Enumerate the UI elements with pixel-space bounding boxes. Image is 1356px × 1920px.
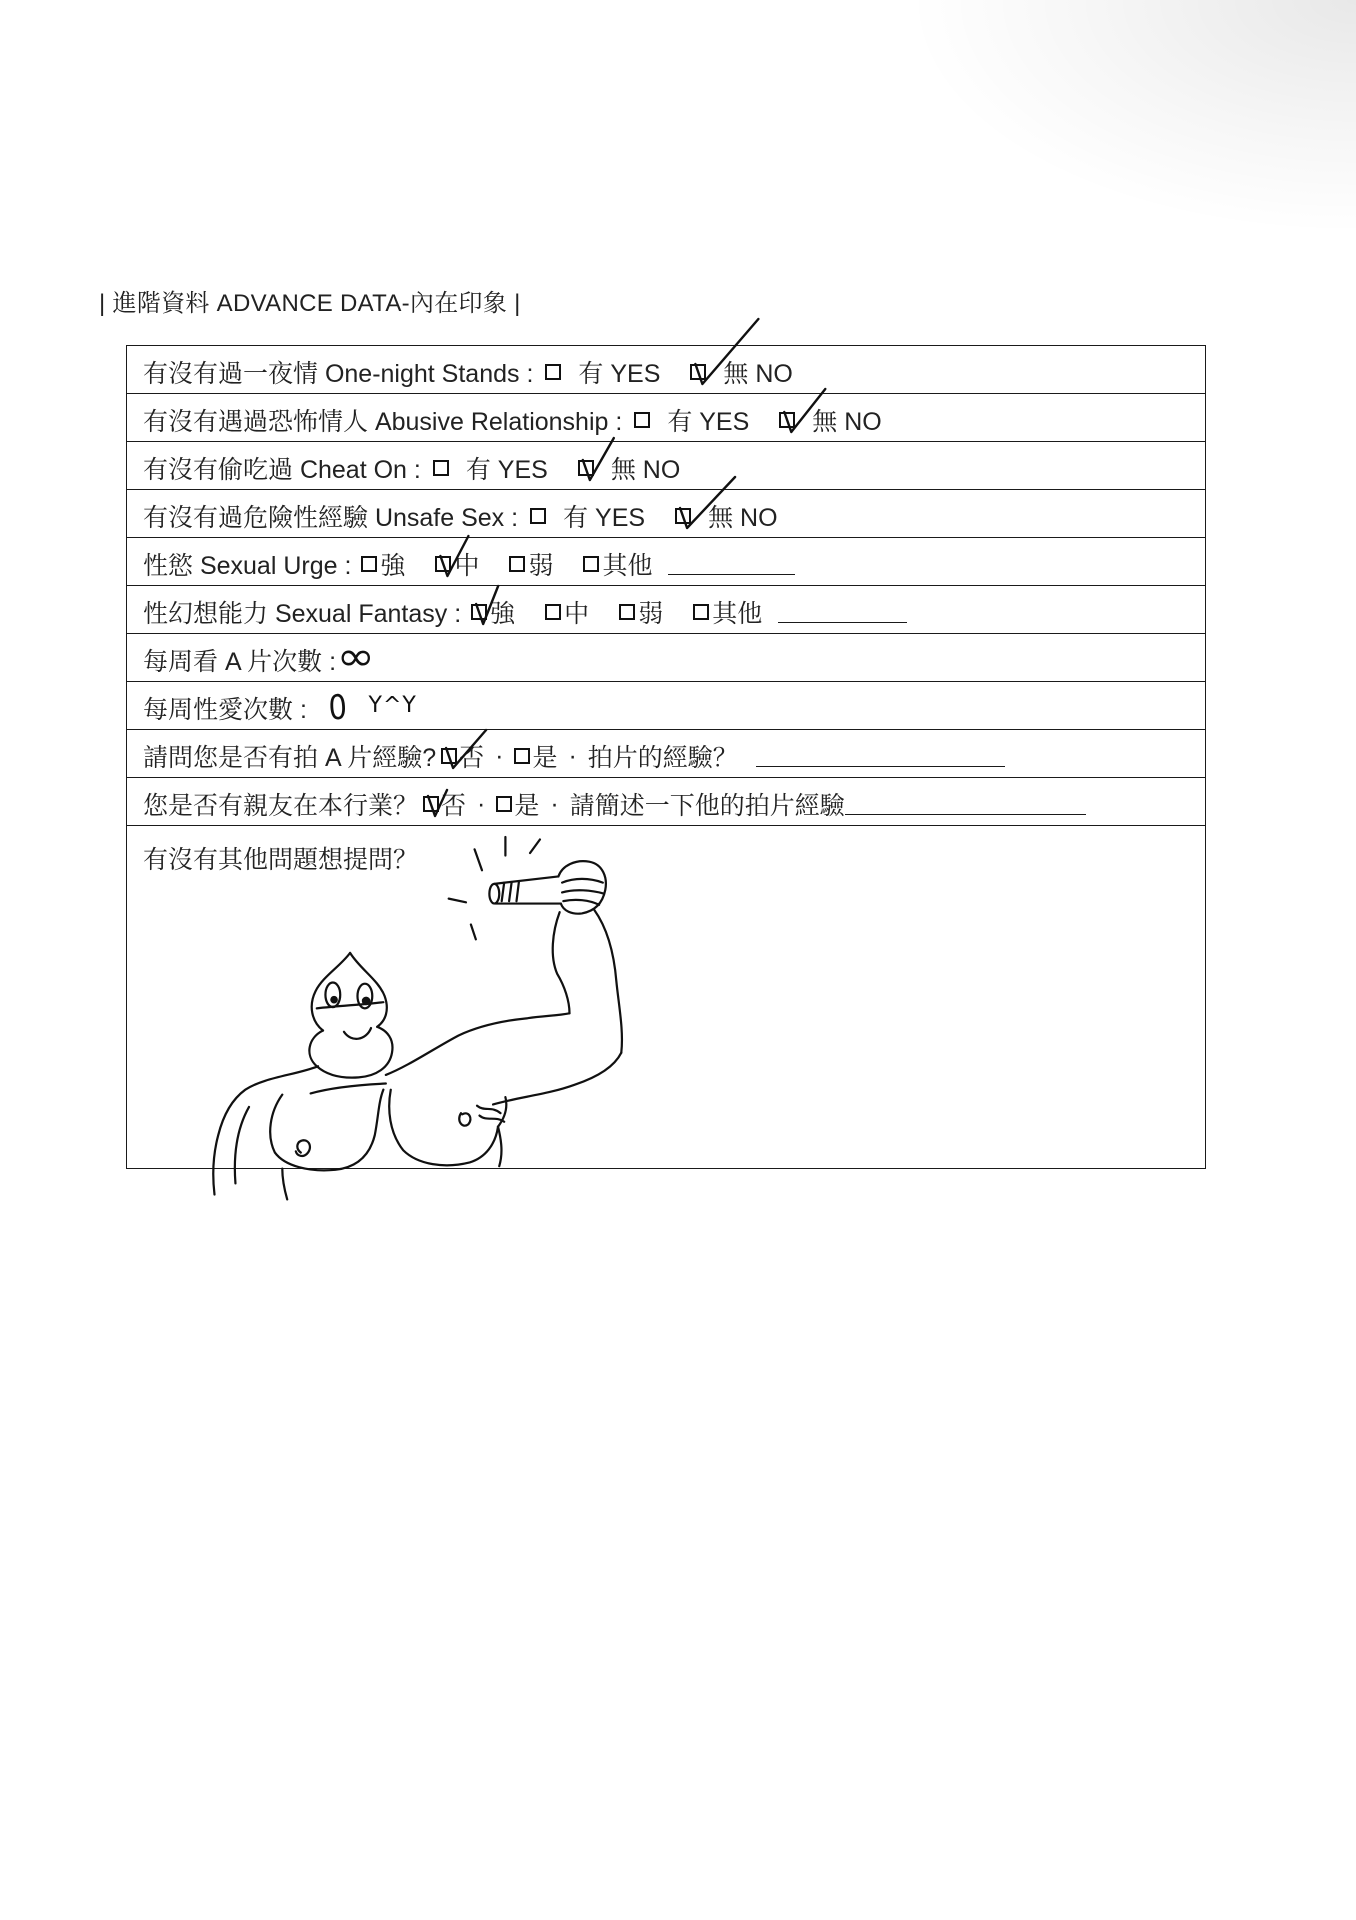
- separator-dot: ·: [550, 789, 559, 818]
- question-label: 有沒有遇過恐怖情人 Abusive Relationship :: [143, 408, 623, 436]
- separator-dot: ·: [568, 741, 577, 770]
- option-other-label: 其他: [712, 600, 763, 628]
- option-weak-label: 弱: [528, 552, 554, 580]
- option-strong-label: 強: [490, 600, 516, 628]
- checkbox-no[interactable]: [675, 508, 691, 524]
- row-filming-experience: [127, 730, 1205, 778]
- option-strong[interactable]: [471, 594, 515, 630]
- question-label: 有沒有其他問題想提問？: [143, 846, 419, 874]
- option-yes[interactable]: [545, 354, 660, 390]
- checkbox-medium[interactable]: [545, 604, 561, 620]
- option-medium-label: 中: [454, 552, 480, 580]
- checkbox-other[interactable]: [583, 556, 599, 572]
- question-label: 請問您是否有拍 A 片經驗?: [143, 744, 437, 772]
- followup-label: 拍片的經驗？: [587, 744, 738, 772]
- option-other[interactable]: [583, 546, 652, 582]
- option-no[interactable]: [690, 354, 792, 390]
- option-no-label: 否: [441, 792, 467, 820]
- option-yes[interactable]: [433, 450, 548, 486]
- scan-shading: [916, 0, 1356, 230]
- checkbox-weak[interactable]: [509, 556, 525, 572]
- handwritten-answer: 0: [327, 687, 349, 729]
- experience-fill-in-line[interactable]: [756, 746, 1005, 767]
- checkbox-no[interactable]: [423, 796, 439, 812]
- checkbox-yes[interactable]: [496, 796, 512, 812]
- row-relatives-in-industry: [127, 778, 1205, 826]
- question-label: 您是否有親友在本行業？: [143, 792, 419, 820]
- question-label: 性慾 Sexual Urge :: [143, 552, 352, 580]
- checkbox-other[interactable]: [693, 604, 709, 620]
- option-no[interactable]: [578, 450, 680, 486]
- option-no-label: 否: [459, 744, 485, 772]
- option-weak[interactable]: [509, 546, 553, 582]
- checkbox-yes[interactable]: [545, 364, 561, 380]
- option-yes-label: 有 YES: [578, 360, 661, 388]
- option-no-label: 無 NO: [708, 504, 778, 532]
- option-yes[interactable]: [496, 786, 539, 822]
- checkbox-no[interactable]: [779, 412, 795, 428]
- row-one-night-stands: [127, 346, 1205, 394]
- option-yes-label: 有 YES: [465, 456, 548, 484]
- other-fill-in-line[interactable]: [668, 554, 795, 575]
- row-unsafe-sex: [127, 490, 1205, 538]
- checkbox-no[interactable]: [578, 460, 594, 476]
- other-fill-in-line[interactable]: [778, 602, 907, 623]
- option-yes[interactable]: [514, 738, 557, 774]
- option-yes-label: 有 YES: [667, 408, 750, 436]
- checkbox-strong[interactable]: [471, 604, 487, 620]
- question-label: 有沒有過一夜情 One-night Stands :: [143, 360, 534, 388]
- option-medium[interactable]: [435, 546, 479, 582]
- separator-dot: ·: [495, 741, 504, 770]
- row-other-questions: [127, 826, 1205, 1168]
- option-yes[interactable]: [530, 498, 645, 534]
- option-strong[interactable]: [361, 546, 405, 582]
- option-no[interactable]: [675, 498, 777, 534]
- option-yes-label: 是: [514, 792, 540, 820]
- checkbox-no[interactable]: [441, 748, 457, 764]
- checkbox-strong[interactable]: [361, 556, 377, 572]
- row-abusive-relationship: [127, 394, 1205, 442]
- option-medium[interactable]: [545, 594, 589, 630]
- section-title: | 進階資料 ADVANCE DATA-內在印象 |: [99, 290, 521, 317]
- checkbox-yes[interactable]: [514, 748, 530, 764]
- separator-dot: ·: [477, 789, 486, 818]
- row-sexual-urge: [127, 538, 1205, 586]
- option-weak[interactable]: [619, 594, 663, 630]
- question-label: 性幻想能力 Sexual Fantasy :: [143, 600, 462, 628]
- option-no[interactable]: [779, 402, 881, 438]
- question-label: 每周看 A 片次數 :: [143, 648, 337, 676]
- question-label: 每周性愛次數 :: [143, 696, 307, 724]
- checkbox-weak[interactable]: [619, 604, 635, 620]
- row-sexual-fantasy: [127, 586, 1205, 634]
- row-weekly-porn-count: [127, 634, 1205, 682]
- option-no[interactable]: [423, 786, 466, 822]
- option-no-label: 無 NO: [610, 456, 681, 484]
- option-weak-label: 弱: [638, 600, 664, 628]
- row-cheat-on: [127, 442, 1205, 490]
- question-label: 有沒有偷吃過 Cheat On :: [143, 456, 421, 484]
- option-other-label: 其他: [602, 552, 653, 580]
- description-fill-in-line[interactable]: [845, 794, 1086, 815]
- row-weekly-sex-count: [127, 682, 1205, 730]
- handwritten-answer: ∞: [336, 634, 375, 680]
- handwritten-note: Y^Y: [368, 693, 417, 718]
- checkbox-yes[interactable]: [530, 508, 546, 524]
- option-other[interactable]: [693, 594, 762, 630]
- option-medium-label: 中: [564, 600, 590, 628]
- checkbox-no[interactable]: [690, 364, 706, 380]
- followup-label: 請簡述一下他的拍片經驗: [569, 792, 845, 820]
- option-no[interactable]: [441, 738, 484, 774]
- option-no-label: 無 NO: [812, 408, 882, 436]
- checkbox-yes[interactable]: [433, 460, 449, 476]
- checkbox-medium[interactable]: [435, 556, 451, 572]
- question-label: 有沒有過危險性經驗 Unsafe Sex :: [143, 504, 519, 532]
- option-yes-label: 有 YES: [563, 504, 646, 532]
- option-yes[interactable]: [634, 402, 749, 438]
- option-yes-label: 是: [532, 744, 558, 772]
- advanced-data-form: [126, 345, 1206, 1169]
- checkbox-yes[interactable]: [634, 412, 650, 428]
- option-strong-label: 強: [380, 552, 406, 580]
- option-no-label: 無 NO: [723, 360, 793, 388]
